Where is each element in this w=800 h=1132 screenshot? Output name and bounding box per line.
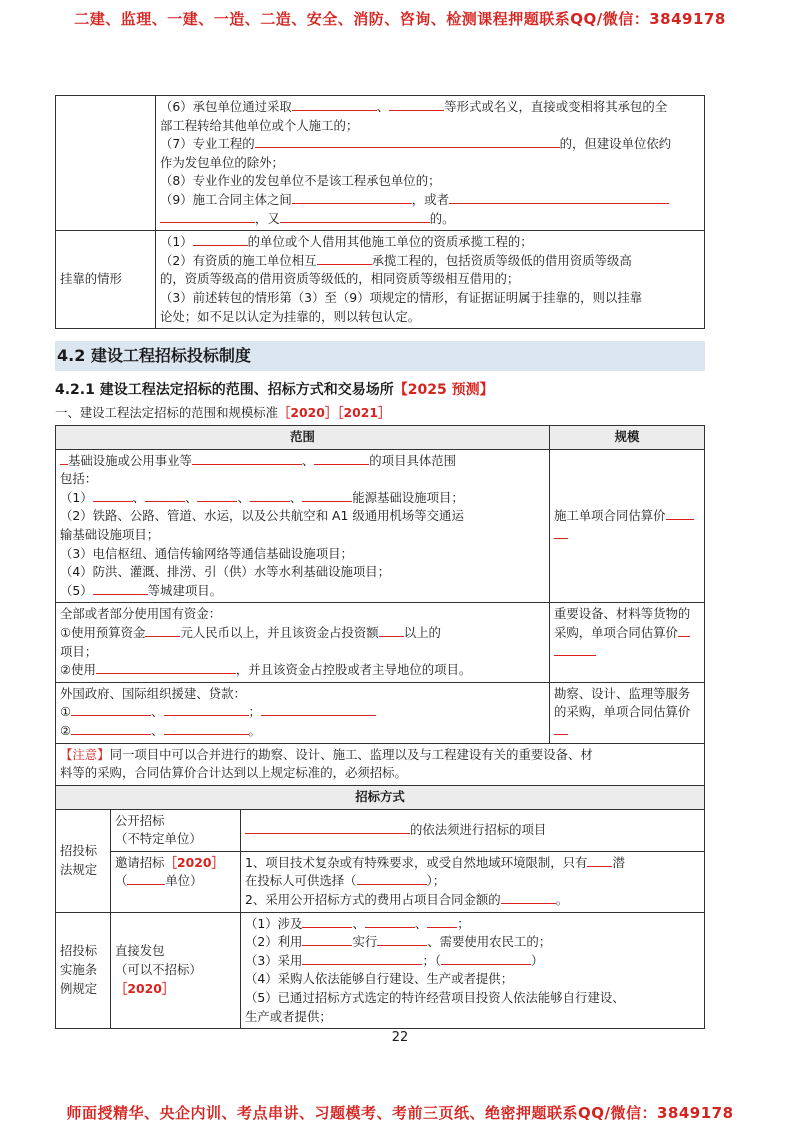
law-label: 招投标法规定 xyxy=(56,809,111,912)
open-tender-label: 公开招标 （不特定单位） xyxy=(111,809,241,851)
rule-label: 招投标实施条例规定 xyxy=(56,912,111,1029)
scope-header: 范围 xyxy=(56,425,550,449)
open-tender-desc: 的依法须进行招标的项目 xyxy=(241,809,705,851)
subcontract-table xyxy=(55,95,705,329)
state-funds-scale-cell: 重要设备、材料等货物的 采购，单项合同估算价 xyxy=(550,603,705,682)
section-title: 4.2 建设工程招标投标制度 xyxy=(55,341,705,371)
empty-label-cell xyxy=(56,96,156,231)
scale-header: 规模 xyxy=(550,425,705,449)
subsection-title: 4.2.1 建设工程法定招标的范围、招标方式和交易场所【2025 预测】 xyxy=(55,382,494,399)
document-page xyxy=(55,95,705,1029)
foreign-aid-scope-cell: 外国政府、国际组织援建、贷款： ① 、 ； ② 、 。 xyxy=(56,682,550,743)
tender-scope-table xyxy=(55,425,705,1029)
bottom-banner: 师面授精华、央企内训、考点串讲、习题模考、考前三页纸、绝密押题联系QQ/微信：3849178 xyxy=(66,1104,734,1122)
method-header: 招标方式 xyxy=(56,785,705,809)
affiliation-cases-cell: （1） 的单位或个人借用其他施工单位的资质承揽工程的； （2）有资质的施工单位相互 承揽工程的，包括资质等级低的借用资质等级高 的，资质等级高的借用资质等级低的，相同资质等级相互借用的； （3）前述转包的情形第（3）至（9）项规定的情形，有证据证明属于挂靠的，则以挂靠 论处；如不足以认定为挂靠的，则以转包认定。 xyxy=(156,231,705,329)
invite-tender-desc: 1、项目技术复杂或有特殊要求，或受自然地域环境限制，只有 潜 在投标人可供选择（ ）； 2、采用公开招标方式的费用占项目合同金额的 。 xyxy=(241,851,705,912)
infrastructure-scale-cell: 施工单项合同估算价 xyxy=(550,449,705,603)
top-banner: 二建、监理、一建、一造、二造、安全、消防、咨询、检测课程押题联系QQ/微信：3849178 xyxy=(74,10,726,28)
direct-award-label: 直接发包 （可以不招标） ［2020］ xyxy=(111,912,241,1029)
note-cell: 【注意】同一项目中可以合并进行的勘察、设计、施工、监理以及与工程建设有关的重要设备、材 料等的采购，合同估算价合计达到以上规定标准的，必须招标。 xyxy=(56,743,705,785)
foreign-aid-scale-cell: 勘察、设计、监理等服务 的采购，单项合同估算价 xyxy=(550,682,705,743)
invite-tender-label: 邀请招标［2020］ （ 单位） xyxy=(111,851,241,912)
direct-award-desc: （1）涉及 、 、 ； （2）利用 实行 、需要使用农民工的； （3）采用 ；（ ） （4）采购人依法能够自行建设、生产或者提供； （5）已通过招标方式选定的特许经营项目投资人依法能够自行建设、 生产或者提供； xyxy=(241,912,705,1029)
affiliation-label: 挂靠的情形 xyxy=(56,231,156,329)
page-number: 22 xyxy=(391,1030,409,1045)
transfer-cases-cell: （6）承包单位通过采取 、 等形式或名义，直接或变相将其承包的全 部工程转给其他单位或个人施工的； （7）专业工程的 的，但建设单位依约 作为发包单位的除外； （8）专业作业的发包单位不是该工程承包单位的； （9）施工合同主体之间 ，或者 ，又 的。 xyxy=(156,96,705,231)
line-title: 一、建设工程法定招标的范围和规模标准［2020］［2021］ xyxy=(55,405,391,421)
infrastructure-scope-cell: 基础设施或公用事业等 、 的项目具体范围 包括： （1） 、 、 、 、 能源基础设施项目； （2）铁路、公路、管道、水运，以及公共航空和 A1 级通用机场等交通运 输基础设施项目； （3）电信枢纽、通信传输网络等通信基础设施项目； （4）防洪、灌溉、排涝、引（供）水等水利基础设施项目； （5） 等城建项目。 xyxy=(56,449,550,603)
state-funds-scope-cell: 全部或者部分使用国有资金： ①使用预算资金 元人民币以上，并且该资金占投资额 以上的 项目； ②使用 ，并且该资金占控股或者主导地位的项目。 xyxy=(56,603,550,682)
